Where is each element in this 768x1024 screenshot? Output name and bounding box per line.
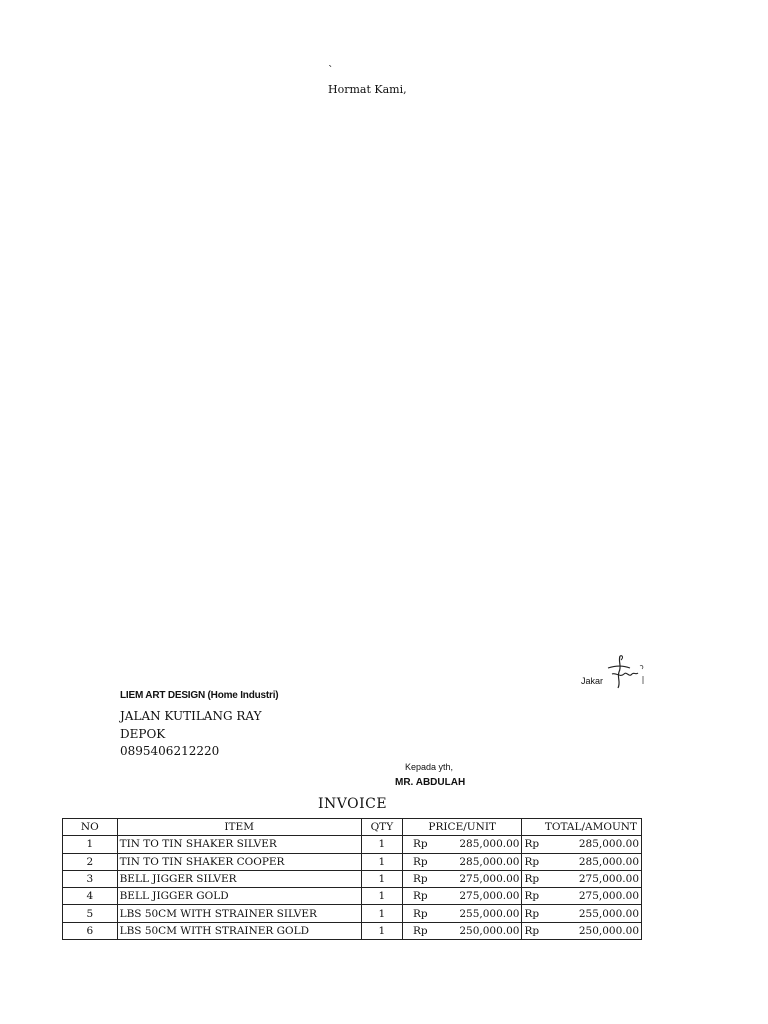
recipient-salutation: Kepada yth, <box>405 762 454 772</box>
row-total-value: 285,000.00 <box>578 838 639 851</box>
row-item: BELL JIGGER SILVER <box>117 870 361 887</box>
row-total-value: 285,000.00 <box>578 855 639 868</box>
recipient-name: MR. ABDULAH <box>395 777 466 788</box>
closing-text: Hormat Kami, <box>328 83 407 96</box>
table-row <box>63 905 642 922</box>
row-no: 2 <box>63 853 118 870</box>
row-qty: 1 <box>361 905 402 922</box>
stray-mark: ` <box>328 64 334 77</box>
invoice-table <box>62 818 642 940</box>
row-price-value: 255,000.00 <box>459 907 520 920</box>
row-qty: 1 <box>361 888 402 905</box>
row-price <box>402 853 522 870</box>
header-item: ITEM <box>117 819 361 836</box>
row-total <box>522 853 642 870</box>
row-price <box>402 922 522 939</box>
invoice-title: INVOICE <box>318 796 388 812</box>
row-total-value: 275,000.00 <box>578 873 639 886</box>
row-item: BELL JIGGER GOLD <box>117 888 361 905</box>
row-item: TIN TO TIN SHAKER SILVER <box>117 836 361 853</box>
currency-label: Rp <box>412 924 428 937</box>
row-qty: 1 <box>361 836 402 853</box>
row-price-value: 285,000.00 <box>459 838 520 851</box>
table-row <box>63 922 642 939</box>
currency-label: Rp <box>524 873 540 886</box>
row-price-value: 285,000.00 <box>459 855 520 868</box>
row-no: 3 <box>63 870 118 887</box>
currency-label: Rp <box>524 855 540 868</box>
row-total <box>522 922 642 939</box>
currency-label: Rp <box>412 907 428 920</box>
currency-label: Rp <box>524 838 540 851</box>
row-total <box>522 836 642 853</box>
company-address-line2: DEPOK <box>120 727 166 741</box>
row-price <box>402 888 522 905</box>
row-price-value: 275,000.00 <box>459 890 520 903</box>
currency-label: Rp <box>412 838 428 851</box>
row-total <box>522 905 642 922</box>
row-total-value: 250,000.00 <box>578 924 639 937</box>
currency-label: Rp <box>524 890 540 903</box>
company-address-line1: JALAN KUTILANG RAY <box>120 709 262 723</box>
row-no: 1 <box>63 836 118 853</box>
currency-label: Rp <box>524 907 540 920</box>
row-price <box>402 905 522 922</box>
company-phone: 0895406212220 <box>120 744 220 758</box>
header-price: PRICE/UNIT <box>402 819 522 836</box>
header-no: NO <box>63 819 118 836</box>
row-item: LBS 50CM WITH STRAINER GOLD <box>117 922 361 939</box>
row-item: LBS 50CM WITH STRAINER SILVER <box>117 905 361 922</box>
place-text: Jakar <box>581 676 604 686</box>
row-price <box>402 836 522 853</box>
row-price-value: 250,000.00 <box>459 924 520 937</box>
currency-label: Rp <box>524 924 540 937</box>
row-qty: 1 <box>361 870 402 887</box>
signature-image <box>600 652 646 690</box>
header-total: TOTAL/AMOUNT <box>522 819 642 836</box>
table-row <box>63 853 642 870</box>
row-no: 5 <box>63 905 118 922</box>
table-header-row <box>63 819 642 836</box>
table-row <box>63 888 642 905</box>
row-item: TIN TO TIN SHAKER COOPER <box>117 853 361 870</box>
row-price <box>402 870 522 887</box>
currency-label: Rp <box>412 890 428 903</box>
currency-label: Rp <box>412 855 428 868</box>
row-total-value: 255,000.00 <box>578 907 639 920</box>
row-total <box>522 870 642 887</box>
row-no: 6 <box>63 922 118 939</box>
row-total-value: 275,000.00 <box>578 890 639 903</box>
row-qty: 1 <box>361 922 402 939</box>
row-no: 4 <box>63 888 118 905</box>
row-total <box>522 888 642 905</box>
currency-label: Rp <box>412 873 428 886</box>
table-row <box>63 870 642 887</box>
header-qty: QTY <box>361 819 402 836</box>
company-name: LIEM ART DESIGN (Home Industri) <box>120 690 279 701</box>
row-qty: 1 <box>361 853 402 870</box>
row-price-value: 275,000.00 <box>459 873 520 886</box>
table-row <box>63 836 642 853</box>
